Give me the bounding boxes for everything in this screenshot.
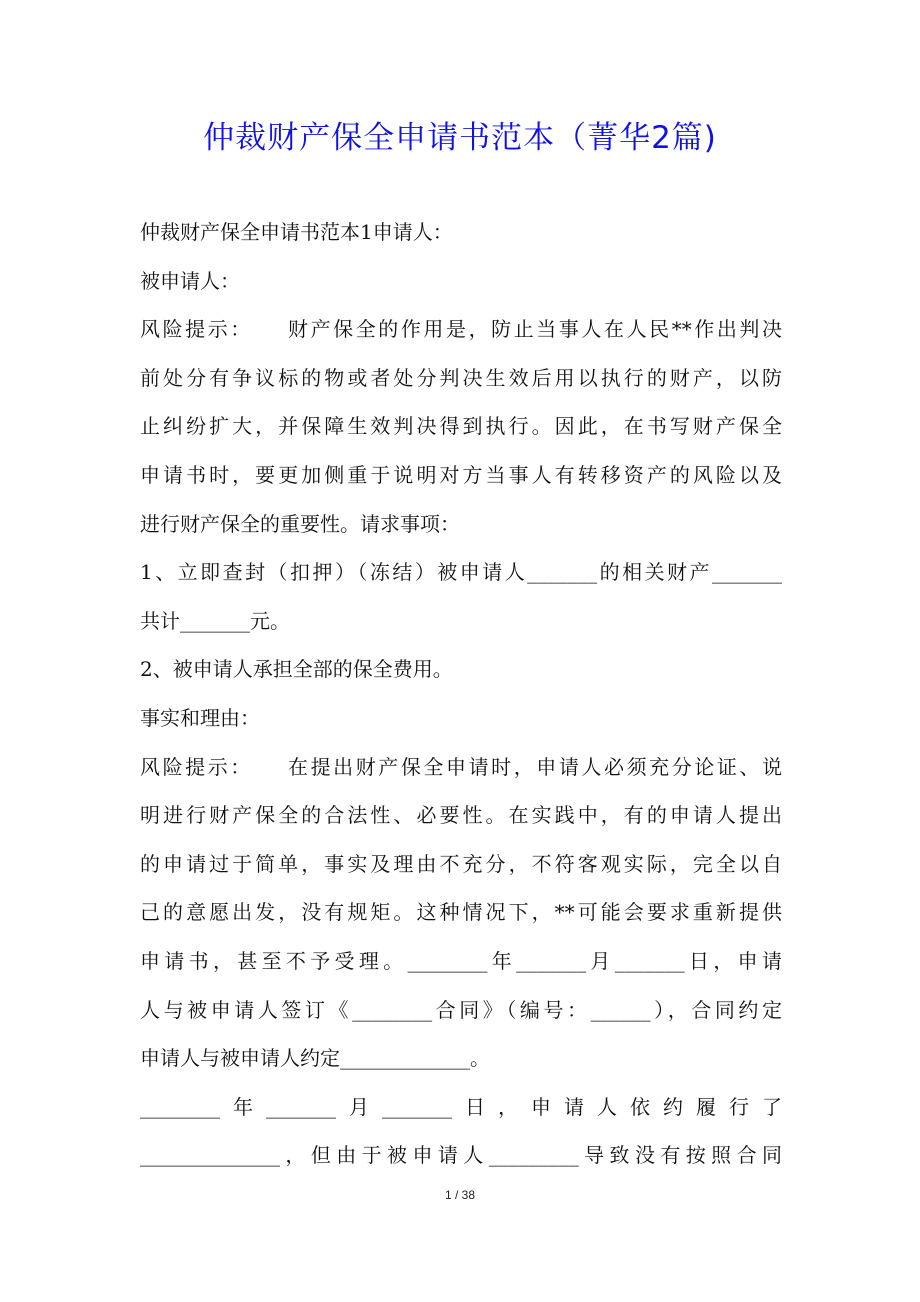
body-line: 2、被申请人承担全部的保全费用。 <box>140 657 453 682</box>
body-line: 己的意愿出发，没有规矩。这种情况下，**可能会要求重新提供 <box>140 900 782 925</box>
body-line: 风险提示： 财产保全的作用是，防止当事人在人民**作出判决 <box>140 317 782 342</box>
body-line: ______________，但由于被申请人_________导致没有按照合同 <box>140 1143 782 1168</box>
body-line: 人与被申请人签订《________合同》（编号：______），合同约定 <box>140 997 782 1022</box>
body-line: 仲裁财产保全申请书范本1申请人： <box>140 220 453 244</box>
body-line: 共计_______元。 <box>140 608 290 633</box>
body-line: 被申请人： <box>140 268 240 293</box>
body-line: 申请书时，要更加侧重于说明对方当事人有转移资产的风险以及 <box>140 462 782 487</box>
document-title: 仲裁财产保全申请书范本（菁华2篇) <box>203 120 717 156</box>
body-line: ________年_______月_______日，申请人依约履行了 <box>140 1094 782 1119</box>
page-number: 1 / 38 <box>444 1188 476 1202</box>
body-line: 止纠纷扩大，并保障生效判决得到执行。因此，在书写财产保全 <box>140 414 782 439</box>
body-line: 风险提示： 在提出财产保全申请时，申请人必须充分论证、说 <box>140 754 782 779</box>
body-line: 进行财产保全的重要性。请求事项： <box>140 511 460 536</box>
body-line: 事实和理由： <box>140 705 260 730</box>
body-line: 1、立即查封（扣押）（冻结）被申请人_______的相关财产_______ <box>140 560 782 585</box>
body-line: 的申请过于简单，事实及理由不充分，不符客观实际，完全以自 <box>140 851 782 876</box>
body-line: 申请人与被申请人约定_____________。 <box>140 1046 490 1071</box>
body-line: 明进行财产保全的合法性、必要性。在实践中，有的申请人提出 <box>140 803 782 828</box>
document-body <box>140 208 782 1180</box>
body-line: 前处分有争议标的物或者处分判决生效后用以执行的财产，以防 <box>140 365 782 390</box>
body-line: 申请书，甚至不予受理。________年_______月_______日，申请 <box>140 948 782 973</box>
